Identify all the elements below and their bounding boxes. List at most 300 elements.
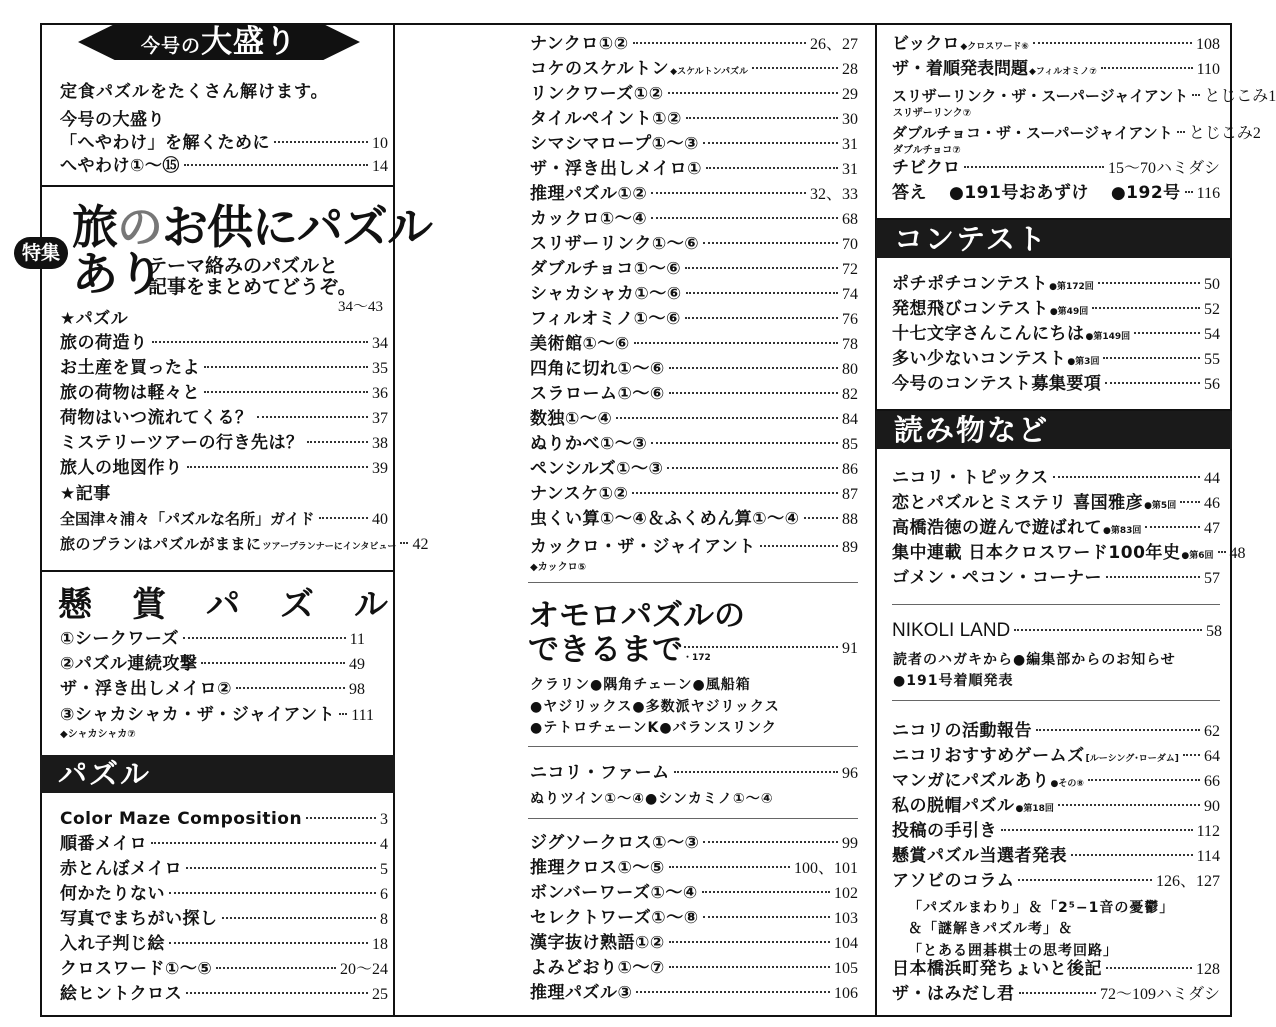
toc-entry-title: 絵ヒントクロス bbox=[60, 984, 183, 1004]
toc-entry[interactable] bbox=[60, 155, 388, 178]
toc-entry-page: 72 bbox=[842, 261, 858, 278]
toc-entry[interactable] bbox=[892, 983, 1220, 1006]
dotted-leader bbox=[702, 891, 830, 893]
toc-entry-title: セレクトワーズ①〜⑧ bbox=[530, 908, 699, 928]
toc-entry[interactable] bbox=[60, 382, 388, 405]
toc-entry-page: 11 bbox=[349, 631, 365, 648]
toc-entry[interactable] bbox=[530, 83, 858, 106]
toc-entry-title: ポチポチコンテスト bbox=[892, 274, 1049, 294]
toc-entry-page: 39 bbox=[372, 460, 388, 477]
toc-entry[interactable] bbox=[892, 373, 1220, 396]
dotted-leader bbox=[669, 966, 830, 968]
toc-entry[interactable] bbox=[530, 333, 858, 356]
toc-entry-title: スリザーリンク①〜⑥ bbox=[530, 234, 700, 254]
toc-entry-page: 62 bbox=[1204, 723, 1220, 740]
toc-entry[interactable] bbox=[530, 183, 858, 206]
toc-entry[interactable] bbox=[892, 795, 1220, 820]
toc-entry-page: 100、101 bbox=[793, 860, 858, 877]
toc-entry-title: ザ・着順発表問題 bbox=[892, 59, 1028, 79]
toc-entry[interactable] bbox=[60, 628, 365, 651]
toc-entry[interactable] bbox=[892, 745, 1220, 770]
toc-entry-page: 128 bbox=[1196, 961, 1220, 978]
reading-band: 読み物など bbox=[876, 411, 1232, 449]
toc-entry-page: 35 bbox=[372, 360, 388, 377]
toc-entry[interactable] bbox=[892, 492, 1220, 517]
dotted-leader bbox=[204, 366, 368, 368]
nikoli-land-desc: 読者のハガキから●編集部からのお知らせ bbox=[893, 652, 1176, 668]
dotted-leader bbox=[152, 341, 369, 343]
dotted-leader bbox=[1192, 94, 1200, 96]
toc-entry-page: 3 bbox=[380, 811, 388, 828]
toc-entry[interactable] bbox=[892, 720, 1220, 743]
toc-entry[interactable] bbox=[530, 308, 858, 331]
toc-entry[interactable] bbox=[892, 870, 1220, 893]
toc-entry[interactable] bbox=[60, 332, 388, 355]
toc-entry[interactable] bbox=[892, 58, 1220, 83]
toc-entry[interactable] bbox=[60, 432, 388, 455]
toc-entry-title: 投稿の手引き bbox=[892, 821, 997, 841]
toc-entry-page: とじこみ2 bbox=[1188, 125, 1261, 142]
toc-entry[interactable] bbox=[530, 358, 858, 381]
toc-entry[interactable] bbox=[892, 845, 1220, 868]
toc-entry[interactable] bbox=[892, 157, 1220, 180]
toc-entry-title: 旅の荷物は軽々と bbox=[60, 383, 200, 403]
toc-entry-page: 70 bbox=[842, 236, 858, 253]
header-badge-suffix: り bbox=[265, 24, 297, 60]
toc-entry[interactable] bbox=[530, 33, 858, 56]
toc-entry-title: 順番メイロ bbox=[60, 834, 148, 854]
toc-entry-page: 64 bbox=[1204, 748, 1220, 765]
toc-entry[interactable] bbox=[530, 982, 858, 1005]
toc-entry-page: 29 bbox=[842, 86, 858, 103]
dotted-leader bbox=[616, 417, 838, 419]
toc-entry-title: ダブルチョコ①〜⑥ bbox=[530, 259, 682, 279]
toc-entry-page: 28 bbox=[842, 61, 858, 78]
toc-entry-page: 104 bbox=[834, 935, 858, 952]
dotted-leader bbox=[187, 466, 369, 468]
dotted-leader bbox=[151, 842, 376, 844]
toc-entry-page: 47 bbox=[1204, 520, 1220, 537]
toc-entry[interactable] bbox=[530, 283, 858, 306]
nikoli-land-desc: ●191号着順発表 bbox=[893, 673, 1014, 689]
toc-entry-page: 66 bbox=[1204, 773, 1220, 790]
dotted-leader bbox=[169, 892, 376, 894]
toc-entry-note: ツアープランナーにインタビュー bbox=[262, 542, 397, 552]
intro-text: 定食パズルをたくさん解けます。 bbox=[60, 82, 329, 102]
dotted-leader bbox=[1106, 967, 1192, 969]
feature-desc-1: テーマ絡みのパズルと bbox=[148, 255, 339, 277]
divider bbox=[528, 818, 858, 819]
toc-entry-title: ザ・はみだし君 bbox=[892, 984, 1015, 1004]
toc-entry[interactable] bbox=[530, 957, 858, 980]
contest-band: コンテスト bbox=[876, 220, 1232, 258]
puzzle-band: パズル bbox=[40, 755, 395, 793]
toc-entry[interactable] bbox=[892, 273, 1220, 298]
toc-entry-page: 87 bbox=[842, 486, 858, 503]
toc-entry[interactable] bbox=[60, 833, 388, 856]
dotted-leader bbox=[651, 442, 838, 444]
toc-entry-title: 漢字抜け熟語①② bbox=[530, 933, 665, 953]
toc-entry-title: 私の脱帽パズル bbox=[892, 796, 1015, 816]
farm-row[interactable] bbox=[530, 762, 858, 785]
dotted-leader bbox=[1101, 67, 1193, 69]
toc-entry-page: 102 bbox=[834, 885, 858, 902]
dotted-leader bbox=[1033, 42, 1192, 44]
dotted-leader bbox=[184, 164, 368, 166]
feature-title-no: の bbox=[117, 200, 162, 254]
toc-entry[interactable] bbox=[530, 208, 858, 231]
dotted-leader bbox=[1088, 779, 1200, 781]
toc-entry[interactable] bbox=[530, 882, 858, 905]
divider bbox=[528, 746, 858, 747]
toc-entry[interactable] bbox=[60, 457, 388, 480]
col3-top-sub: ダブルチョコ⑦ bbox=[893, 145, 961, 156]
toc-entry-title: 今号のコンテスト募集要項 bbox=[892, 374, 1102, 394]
toc-entry-title: 集中連載 日本クロスワード100年史 bbox=[892, 543, 1181, 563]
toc-entry[interactable] bbox=[892, 33, 1220, 58]
toc-entry-title: 四角に切れ①〜⑥ bbox=[530, 359, 665, 379]
toc-entry-title: チビクロ bbox=[892, 158, 960, 178]
toc-entry-note: ●第18回 bbox=[1015, 804, 1054, 814]
toc-entry-title: よみどおり①〜⑦ bbox=[530, 958, 665, 978]
toc-entry[interactable] bbox=[530, 433, 858, 456]
toc-entry[interactable] bbox=[530, 932, 858, 955]
nikoli-land-row[interactable] bbox=[892, 620, 1222, 642]
toc-entry[interactable] bbox=[892, 517, 1220, 542]
kensho-title bbox=[58, 584, 388, 626]
toc-entry[interactable] bbox=[530, 108, 858, 131]
toc-entry[interactable] bbox=[60, 883, 388, 906]
toc-entry[interactable] bbox=[60, 357, 388, 380]
dotted-leader bbox=[703, 916, 830, 918]
toc-entry[interactable] bbox=[60, 508, 388, 531]
toc-entry[interactable] bbox=[530, 483, 858, 506]
toc-entry-note: ●第49回 bbox=[1049, 307, 1089, 317]
toc-entry-page: 38 bbox=[372, 435, 388, 452]
kensho-char: パ bbox=[206, 585, 240, 625]
farm-title: ニコリ・ファーム bbox=[530, 763, 670, 783]
toc-entry[interactable] bbox=[60, 704, 374, 727]
dotted-leader bbox=[752, 67, 838, 69]
toc-entry-title: 発想飛びコンテスト bbox=[892, 299, 1049, 319]
column-note: 「パズルまわり」＆「2⁵−1音の憂鬱」 bbox=[908, 900, 1175, 916]
toc-entry-page: 48 bbox=[1229, 545, 1246, 562]
kensho-sub: ◆シャカシャカ⑦ bbox=[60, 729, 136, 740]
dotted-leader bbox=[703, 142, 838, 144]
toc-entry[interactable] bbox=[530, 907, 858, 930]
toc-entry-page: 37 bbox=[372, 410, 388, 427]
toc-entry-page: 30 bbox=[842, 111, 858, 128]
toc-entry[interactable] bbox=[530, 258, 858, 281]
toc-entry-page: 50 bbox=[1204, 276, 1220, 293]
dotted-leader bbox=[169, 942, 368, 944]
divider bbox=[892, 700, 1220, 701]
dotted-leader bbox=[1071, 854, 1193, 856]
divider bbox=[40, 570, 395, 572]
answers-label: 答え bbox=[892, 183, 927, 203]
toc-entry-page: 5 bbox=[380, 861, 388, 878]
toc-entry[interactable] bbox=[892, 770, 1220, 795]
toc-entry-note: ●第83回 bbox=[1103, 526, 1142, 536]
dotted-leader bbox=[634, 342, 838, 344]
toc-entry-page: 36 bbox=[372, 385, 388, 402]
dotted-leader bbox=[1103, 357, 1200, 359]
column-divider-1 bbox=[393, 23, 395, 1017]
toc-entry-title: 高橋浩徳の遊んで遊ばれて bbox=[892, 518, 1102, 538]
dotted-leader bbox=[651, 192, 806, 194]
toc-entry-title: ②パズル連続攻撃 bbox=[60, 654, 198, 674]
dotted-leader bbox=[703, 242, 838, 244]
dotted-leader bbox=[685, 317, 838, 319]
toc-entry-page: 68 bbox=[842, 211, 858, 228]
toc-entry-title: アソビのコラム bbox=[892, 871, 1015, 891]
dotted-leader bbox=[669, 941, 830, 943]
toc-entry-title: ザ・浮き出しメイロ② bbox=[60, 679, 233, 699]
column-divider-2 bbox=[875, 23, 877, 1017]
toc-entry[interactable] bbox=[60, 678, 365, 701]
farm-desc: ぬりツイン①〜④●シンカミノ①〜④ bbox=[530, 791, 774, 807]
kensho-char: 懸 bbox=[58, 585, 92, 625]
toc-entry[interactable] bbox=[892, 820, 1220, 843]
toc-entry[interactable] bbox=[530, 536, 858, 559]
toc-entry[interactable] bbox=[530, 857, 858, 880]
dotted-leader bbox=[1098, 282, 1200, 284]
toc-entry[interactable] bbox=[530, 508, 858, 531]
dotted-leader bbox=[1105, 382, 1200, 384]
toc-entry-page: 112 bbox=[1196, 823, 1220, 840]
toc-entry-title: クロスワード①〜⑤ bbox=[60, 959, 213, 979]
toc-entry-note: ●第149回 bbox=[1085, 332, 1131, 342]
toc-entry-note: ◆フィルオミノ⑦ bbox=[1029, 67, 1097, 77]
toc-entry-page: 103 bbox=[834, 910, 858, 927]
omoro-small: ・172 bbox=[683, 653, 711, 663]
divider bbox=[892, 604, 1220, 605]
toc-entry-page: 99 bbox=[842, 835, 858, 852]
toc-entry-title: 日本橋浜町発ちょいと後記 bbox=[892, 959, 1102, 979]
toc-entry-page: 111 bbox=[351, 707, 374, 724]
toc-entry-title: フィルオミノ①〜⑥ bbox=[530, 309, 681, 329]
dotted-leader bbox=[633, 42, 806, 44]
toc-entry-title: 旅人の地図作り bbox=[60, 458, 183, 478]
toc-entry-title: タイルペイント①② bbox=[530, 109, 682, 129]
toc-entry-page: 25 bbox=[372, 986, 388, 1003]
toc-entry-title: 旅の荷造り bbox=[60, 333, 148, 353]
toc-entry-page: 85 bbox=[842, 436, 858, 453]
dotted-leader bbox=[669, 367, 838, 369]
toc-entry-title: ザ・浮き出しメイロ① bbox=[530, 159, 703, 179]
farm-page: 96 bbox=[842, 765, 858, 782]
dotted-leader bbox=[222, 917, 377, 919]
toc-entry-title: スリザーリンク・ザ・スーパージャイアント bbox=[892, 87, 1189, 105]
dotted-leader bbox=[216, 967, 336, 969]
toc-entry-title: ボンバーワーズ①〜④ bbox=[530, 883, 698, 903]
toc-entry[interactable] bbox=[892, 542, 1246, 567]
nikoli-land-title: NIKOLI LAND bbox=[892, 620, 1011, 641]
header-badge-prefix: 今号の bbox=[140, 35, 201, 57]
toc-entry-note: [ルーシング･ローダム] bbox=[1085, 754, 1179, 764]
toc-entry[interactable] bbox=[60, 653, 365, 676]
toc-entry[interactable] bbox=[892, 467, 1220, 490]
toc-entry[interactable] bbox=[892, 348, 1220, 373]
toc-entry-page: 84 bbox=[842, 411, 858, 428]
toc-entry-page: 80 bbox=[842, 361, 858, 378]
toc-entry-page: 72〜109ハミダシ bbox=[1099, 986, 1220, 1003]
toc-entry-title: Color Maze Composition bbox=[60, 809, 303, 829]
toc-entry-note: ●第6回 bbox=[1181, 551, 1214, 561]
col2-top-sub: ◆カックロ⑤ bbox=[530, 562, 587, 573]
dotted-leader bbox=[667, 467, 838, 469]
dotted-leader bbox=[307, 441, 368, 443]
toc-entry[interactable] bbox=[60, 132, 388, 155]
toc-entry-page: 114 bbox=[1196, 848, 1220, 865]
toc-entry[interactable] bbox=[530, 158, 858, 181]
dotted-leader bbox=[1019, 992, 1096, 994]
toc-entry[interactable] bbox=[892, 298, 1220, 323]
toc-entry-page: 76 bbox=[842, 311, 858, 328]
toc-entry-title: 多い少ないコンテスト bbox=[892, 349, 1067, 369]
toc-entry-note: ●第172回 bbox=[1049, 282, 1094, 292]
toc-entry-page: 10 bbox=[372, 135, 388, 152]
toc-entry-title: ニコリおすすめゲームズ bbox=[892, 746, 1085, 766]
toc-entry[interactable] bbox=[60, 858, 388, 881]
dotted-leader bbox=[339, 713, 347, 715]
feature-badge: 特集 bbox=[14, 237, 68, 269]
toc-entry-title: 何かたりない bbox=[60, 884, 165, 904]
dotted-leader bbox=[183, 637, 346, 639]
toc-entry[interactable] bbox=[60, 407, 388, 430]
feature-pages: 34〜43 bbox=[338, 299, 384, 315]
toc-entry[interactable] bbox=[60, 983, 388, 1006]
toc-entry[interactable] bbox=[60, 933, 388, 956]
toc-entry-title: 懸賞パズル当選者発表 bbox=[892, 846, 1067, 866]
toc-entry[interactable] bbox=[530, 408, 858, 431]
toc-entry[interactable] bbox=[60, 908, 388, 931]
toc-entry-title: 数独①〜④ bbox=[530, 409, 613, 429]
header-badge-big: 大盛 bbox=[201, 24, 265, 60]
toc-entry-page: 14 bbox=[372, 158, 388, 175]
toc-entry-title: 入れ子判じ絵 bbox=[60, 934, 165, 954]
toc-entry-title: リンクワーズ①② bbox=[530, 84, 664, 104]
dotted-leader bbox=[669, 866, 790, 868]
toc-entry-page: 20〜24 bbox=[339, 961, 388, 978]
toc-entry-title: 写真でまちがい探し bbox=[60, 909, 218, 929]
omoro-page: 91 bbox=[842, 640, 858, 657]
toc-entry[interactable] bbox=[530, 233, 858, 256]
omoro-desc: クラリン●隅角チェーン●風船箱 bbox=[530, 677, 751, 693]
dotted-leader bbox=[1092, 307, 1200, 309]
answers-191: ●191号おあずけ bbox=[949, 183, 1089, 203]
feature-title bbox=[72, 200, 432, 254]
column-note: ＆「謎解きパズル考」＆ bbox=[908, 921, 1073, 937]
toc-entry-title: 今号の大盛り bbox=[60, 110, 165, 130]
omoro-desc: ●テトロチェーンK●バランスリンク bbox=[530, 720, 777, 736]
omoro-desc: ●ヤジリックス●多数派ヤジリックス bbox=[530, 699, 780, 715]
toc-entry-page: 55 bbox=[1204, 351, 1220, 368]
toc-entry-page: 8 bbox=[380, 911, 388, 928]
dotted-leader bbox=[400, 542, 408, 544]
toc-entry-page: 110 bbox=[1196, 61, 1220, 78]
kensho-char: 賞 bbox=[132, 585, 166, 625]
toc-entry-page: 57 bbox=[1204, 570, 1220, 587]
toc-entry-title: お土産を買ったよ bbox=[60, 358, 200, 378]
kensho-char: ル bbox=[354, 585, 388, 625]
omoro-title-2-text: できるまで bbox=[528, 632, 683, 668]
toc-entry-title: 推理パズル③ bbox=[530, 983, 633, 1003]
toc-entry-title: 荷物はいつ流れてくる？ bbox=[60, 408, 253, 428]
toc-entry-page: とじこみ1 bbox=[1204, 88, 1276, 105]
dotted-leader bbox=[636, 991, 830, 993]
answers-row[interactable] bbox=[892, 182, 1220, 205]
dotted-leader bbox=[201, 662, 345, 664]
answers-192: ●192号 bbox=[1110, 183, 1181, 203]
dotted-leader bbox=[306, 817, 376, 819]
toc-entry-page: 74 bbox=[842, 286, 858, 303]
toc-entry[interactable] bbox=[60, 958, 388, 981]
toc-entry[interactable] bbox=[530, 383, 858, 406]
toc-entry-title: 虫くい算①〜④＆ふくめん算①〜④ bbox=[530, 509, 800, 529]
answers-page: 116 bbox=[1196, 185, 1221, 202]
header-badge bbox=[78, 22, 360, 66]
dotted-leader bbox=[186, 992, 368, 994]
toc-entry-title: マンガにパズルあり bbox=[892, 771, 1050, 791]
dotted-leader bbox=[685, 267, 838, 269]
toc-entry[interactable] bbox=[530, 458, 858, 481]
dotted-leader bbox=[686, 292, 838, 294]
toc-entry-page: 46 bbox=[1204, 495, 1220, 512]
toc-entry-page: 106 bbox=[834, 985, 858, 1002]
toc-entry-note: ●第5回 bbox=[1144, 501, 1177, 511]
toc-entry-page: 108 bbox=[1196, 36, 1220, 53]
kensho-char: ズ bbox=[280, 585, 314, 625]
dotted-leader bbox=[1145, 526, 1200, 528]
toc-entry[interactable] bbox=[530, 58, 858, 83]
divider bbox=[40, 185, 395, 187]
toc-entry-title: ナンスケ①② bbox=[530, 484, 629, 504]
toc-entry-page: 86 bbox=[842, 461, 858, 478]
toc-entry[interactable] bbox=[892, 323, 1220, 348]
toc-entry-title: ミステリーツアーの行き先は？ bbox=[60, 433, 304, 453]
toc-entry-page: 32、33 bbox=[809, 186, 858, 203]
dotted-leader bbox=[964, 166, 1104, 168]
feature-desc-2: 記事をまとめてどうぞ。 bbox=[148, 276, 357, 298]
toc-entry[interactable] bbox=[892, 958, 1220, 981]
toc-entry-title: 全国津々浦々「パズルな名所」ガイド bbox=[60, 510, 315, 528]
toc-entry-title: ①シークワーズ bbox=[60, 629, 180, 649]
toc-entry-page: 54 bbox=[1204, 326, 1220, 343]
dotted-leader bbox=[804, 517, 838, 519]
toc-entry-page: 40 bbox=[372, 511, 388, 528]
toc-entry[interactable] bbox=[892, 567, 1220, 590]
dotted-leader bbox=[706, 167, 838, 169]
toc-entry[interactable] bbox=[60, 109, 388, 131]
dotted-leader bbox=[1177, 131, 1185, 133]
omoro-page-row bbox=[680, 638, 858, 660]
toc-entry-note: ◆スケルトンパズル bbox=[670, 67, 748, 77]
toc-entry-title: 「へやわけ」を解くために bbox=[60, 133, 270, 153]
toc-entry[interactable] bbox=[530, 133, 858, 156]
toc-entry-page: 89 bbox=[842, 539, 858, 556]
toc-entry-page: 44 bbox=[1204, 470, 1220, 487]
dotted-leader bbox=[1018, 879, 1152, 881]
toc-entry[interactable] bbox=[530, 832, 858, 855]
toc-entry[interactable] bbox=[60, 533, 429, 558]
dotted-leader bbox=[1058, 804, 1200, 806]
toc-entry[interactable] bbox=[60, 808, 388, 831]
toc-entry-title: へやわけ①〜⑮ bbox=[60, 156, 180, 176]
dotted-leader bbox=[651, 217, 838, 219]
dotted-leader bbox=[1218, 551, 1226, 553]
toc-entry-page: 52 bbox=[1204, 301, 1220, 318]
